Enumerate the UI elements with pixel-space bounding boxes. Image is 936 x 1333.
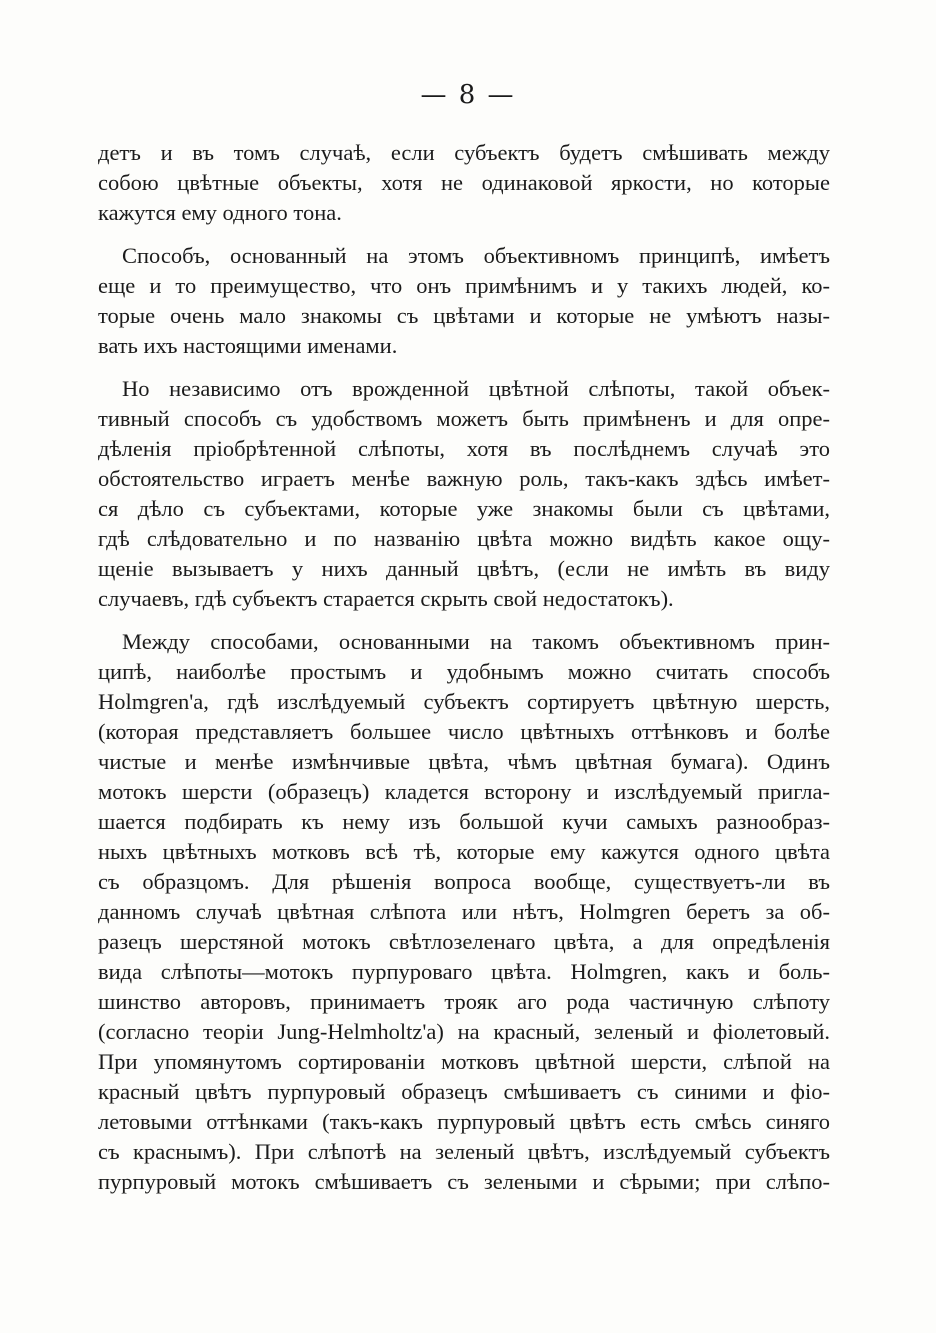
- text-line: шается подбирать къ нему изъ большой кучи самыхъ разнообраз-: [98, 809, 830, 834]
- text-line: детъ и въ томъ случаѣ, если субъектъ будетъ смѣшивать между: [98, 140, 830, 165]
- text-line: ципѣ, наиболѣе простымъ и удобнымъ можно считать способъ: [98, 659, 830, 684]
- text-line: При упомянутомъ сортированіи мотковъ цвѣтной шерсти, слѣпой на: [98, 1049, 830, 1074]
- text-line: ся дѣло съ субъектами, которые уже знакомы были съ цвѣтами,: [98, 496, 830, 521]
- text-line: съ краснымъ). При слѣпотѣ на зеленый цвѣтъ, изслѣдуемый субъектъ: [98, 1139, 830, 1164]
- text-line: дѣленія пріобрѣтенной слѣпоты, хотя въ послѣднемъ случаѣ это: [98, 436, 830, 461]
- page-number: — 8 —: [420, 80, 516, 110]
- text-line: тивный способъ съ удобствомъ можетъ быть примѣненъ и для опре-: [98, 406, 830, 431]
- paragraph: [98, 138, 830, 228]
- paragraph: [98, 241, 830, 361]
- text-line: еще и то преимущество, что онъ примѣнимъ и у такихъ людей, ко-: [98, 273, 830, 298]
- paragraph: [98, 374, 830, 614]
- text-line: шинство авторовъ, принимаетъ трояк аго рода частичную слѣпоту: [98, 989, 830, 1014]
- text-line: мотокъ шерсти (образецъ) кладется всторону и изслѣдуемый пригла-: [98, 779, 830, 804]
- text-line: пурпуровый мотокъ смѣшиваетъ съ зелеными и сѣрыми; при слѣпо-: [98, 1169, 830, 1194]
- text-line: красный цвѣтъ пурпуровый образецъ смѣшиваетъ съ синими и фіо-: [98, 1079, 830, 1104]
- text-line: Способъ, основанный на этомъ объективномъ принципѣ, имѣетъ: [122, 243, 830, 268]
- paragraph: [98, 627, 830, 1197]
- text-line: (которая представляетъ большее число цвѣтныхъ оттѣнковъ и болѣе: [98, 719, 830, 744]
- text-line: кажутся ему одного тона.: [98, 200, 342, 225]
- text-line: разецъ шерстяной мотокъ свѣтлозеленаго цвѣта, а для опредѣленія: [98, 929, 830, 954]
- text-line: обстоятельство играетъ менѣе важную роль, такъ-какъ здѣсь имѣет-: [98, 466, 830, 491]
- text-line: летовыми оттѣнками (такъ-какъ пурпуровый цвѣтъ есть смѣсь синяго: [98, 1109, 830, 1134]
- text-line: случаевъ, гдѣ субъектъ старается скрыть свой недостатокъ).: [98, 586, 674, 611]
- text-line: гдѣ слѣдовательно и по названію цвѣта можно видѣть какое ощу-: [98, 526, 830, 551]
- text-line: Между способами, основанными на такомъ объективномъ прин-: [122, 629, 830, 654]
- text-line: вида слѣпоты—мотокъ пурпуроваго цвѣта. Holmgren, какъ и боль-: [98, 959, 830, 984]
- text-line: данномъ случаѣ цвѣтная слѣпота или нѣтъ, Holmgren беретъ за об-: [98, 899, 830, 924]
- body-text: [98, 138, 830, 1210]
- text-line: Holmgren'a, гдѣ изслѣдуемый субъектъ сортируетъ цвѣтную шерсть,: [98, 689, 830, 714]
- text-line: чистые и менѣе измѣнчивые цвѣта, чѣмъ цвѣтная бумага). Одинъ: [98, 749, 830, 774]
- text-line: щеніе вызываетъ у нихъ данный цвѣтъ, (если не имѣть въ виду: [98, 556, 830, 581]
- text-line: ныхъ цвѣтныхъ мотковъ всѣ тѣ, которые ему кажутся одного цвѣта: [98, 839, 830, 864]
- text-line: съ образцомъ. Для рѣшенія вопроса вообще, существуетъ-ли въ: [98, 869, 830, 894]
- text-line: вать ихъ настоящими именами.: [98, 333, 398, 358]
- text-line: собою цвѣтные объекты, хотя не одинаковой яркости, но которые: [98, 170, 830, 195]
- text-line: торые очень мало знакомы съ цвѣтами и которые не умѣютъ назы-: [98, 303, 830, 328]
- text-line: Но независимо отъ врожденной цвѣтной слѣпоты, такой объек-: [122, 376, 830, 401]
- text-line: (согласно теоріи Jung-Helmholtz'a) на красный, зеленый и фіолетовый.: [98, 1019, 830, 1044]
